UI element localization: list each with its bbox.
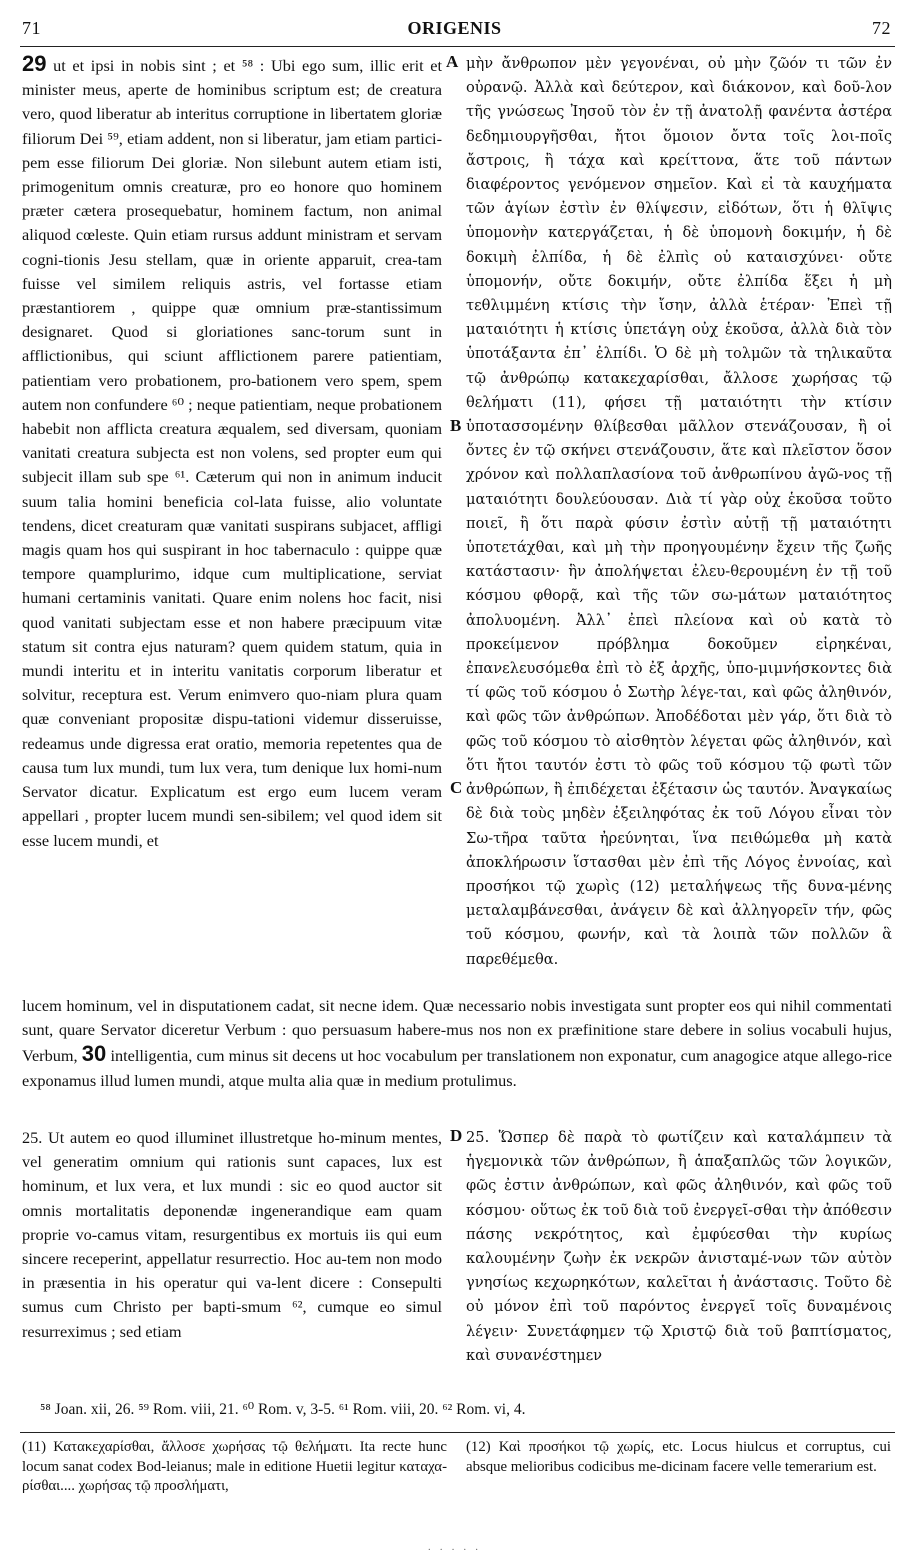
latin-section-25-text: 25. Ut autem eo quod illuminet illustretque ho-minum mentes, vel generatim omnium qui rationis sunt capaces, lux est hominum, et lux vera, et lux mundi : sic eo quod auctor sit omnis mortalitatis deponendæ ingenerandique eam quam proprie vo-camus vitam, resurgentibus ex mortuis iis qui eum sincere receperint, appellatur resurrectio. Hoc au-tem non modo in præsentia in his operatur qui va-lent dicere : Consepulti sumus cum Christo per bapti-smum ⁶², cumque eo simul resurreximus ; sed etiam	[22, 1128, 442, 1341]
greek-section-25-text: 25. Ὥσπερ δὲ παρὰ τὸ φωτίζειν καὶ καταλάμπειν τὰ ἡγεμονικὰ τῶν ἀνθρώπων, ἢ ἁπαξαπλῶς τῶν λογικῶν, φῶς ἐστιν ἀνθρώπων, καὶ φῶς ἀληθινόν, καὶ φῶς τοῦ κόσμου· οὕτως ἐκ τοῦ διὰ τοῦ ἐνεργεῖ-σθαι τὴν ἀπόθεσιν πάσης νεκρότητος, καὶ ἐμφύεσθαι τὴν κυρίως καλουμένην ζωὴν ἐκ νεκρῶν ἀνισταμέ-νων τῶν αὐτὸν γνησίως κεχωρηκότων, καλεῖται ἡ ἀνάστασις. Τοῦτο δὲ οὐ μόνον ἐπὶ τοῦ παρόντος ἐνεργεῖ τοῖς δυναμένοις λέγειν· Συνετάφημεν τῷ Χριστῷ διὰ τοῦ βαπτίσματος, καὶ συνανέστημεν	[466, 1129, 892, 1364]
latin-section-25	[22, 1126, 442, 1344]
full-width-paragraph	[22, 994, 892, 1093]
header-rule	[20, 46, 895, 47]
greek-column	[466, 52, 892, 972]
column-number-30: 30	[81, 1041, 107, 1067]
left-page-number: 71	[22, 18, 41, 38]
column-number-29: 29	[22, 51, 47, 76]
footnote-11: (11) Κατακεχαρίσθαι, ἄλλοσε χωρήσας τῷ θελήματι. Ita recte hunc locum sanat codex Bod-leianus; male in editione Huetii legitur καταχα-ρίσθαι.... χωρήσας τῷ προσλήματι,	[22, 1439, 447, 1494]
scripture-references: ⁵⁸ Joan. xii, 26. ⁵⁹ Rom. viii, 21. ⁶⁰ Rom. v, 3-5. ⁶¹ Rom. viii, 20. ⁶² Rom. vi, 4.	[40, 1401, 526, 1418]
full-width-text-part1: lucem hominum, vel in disputationem cadat, sit necne idem. Quæ necessario nobis investigata sunt propter eos qui nihil commentati sunt, quare Servator diceretur Verbum : quo persuasum habere-mus nos non ex præfinitione stare debere in solius vocabuli hujus, Verbum,	[22, 996, 892, 1066]
running-title: ORIGENIS	[407, 18, 502, 38]
section-marker-c: C	[450, 778, 463, 797]
greek-section-25	[466, 1126, 892, 1368]
page-bottom-dots: · · · · ·	[427, 1545, 482, 1556]
right-page-number: 72	[872, 18, 891, 38]
section-marker-a: A	[446, 52, 459, 71]
latin-column	[22, 52, 442, 853]
footnote-rule	[20, 1432, 895, 1433]
section-marker-d: D	[450, 1126, 463, 1145]
footnote-12: (12) Καὶ προσήκοι τῷ χωρίς, etc. Locus hiulcus et corruptus, cui absque melioribus codicibus me-dicinam facere velle temerarium est.	[466, 1439, 891, 1475]
full-width-text-part2: intelligentia, cum minus sit decens ut hoc vocabulum per translationem non exponatur, cum anagogice atque allego-rice exponamus illud lumen mundi, atque multa alia quæ in medium protulimus.	[22, 1046, 892, 1090]
section-marker-b: B	[450, 416, 462, 435]
latin-column-text: ut et ipsi in nobis sint ; et ⁵⁸ : Ubi ego sum, illic erit et minister meus, aperte de hominibus scriptum est; de creatura vero, quod liberatur ab interitus corruptione in libertatem gloriæ filiorum Dei ⁵⁹, etiam addent, non si liberatur, jam etiam partici-pem esse filiorum Dei gloriæ. Non silebunt autem etiam isti, primogenitum omnis creaturæ, pro eo honore quo hominem præter cætera prosequebatur, hominem factum, non animal aliquod cœleste. Quin etiam rursus addunt ministram et servam cogni-tionis Jesu stellam, quæ in oriente apparuit, crea-tam fuisse vel similem reliquis astris, vel fortasse etiam præstantiorem , quippe quæ omnium præ-stantissimum designaret. Quod si gloriationes sanc-torum sunt in afflictionibus, qui sciunt afflictionem parere patientiam, patientiam vero probationem, pro-bationem vero spem, spem autem non confundere ⁶⁰ ; neque patientiam, neque probationem habebit non afflicta creatura æqualem, sed diversam, quoniam vanitati creatura subjecta est non volens, sed propter eum qui subjecit illam sub spe ⁶¹. Cæterum qui non in animum inducit suum talia homini beneficia col-lata fuisse, alio voluntate tendens, dicet creaturam quæ vanitati suspirans subjacet, affligi magis quam hos qui suspirant in hoc tabernaculo : quippe quæ tempore quamplurimo, idque cum multiplicatione, serviat humani certaminis vanitati. Quare enim nolens hoc facit, nisi quod vanitati subjectam esse et non habere præcipuum vitæ statum sit contra ejus naturam? quem quidem statum, quia in mundi interitu et in interitu vanitatis corporum liberatur et solvitur, receptura est. Verum enimvero quo-niam plura quam quæ conveniant propositæ dispu-tationi videmur disseruisse, redeamus unde digressa erat oratio, memoria repetentes qua de causa tum lux mundi, tum lux vera, tum denique lux homi-num Servator dicatur. Explicatum est ergo eum lucem veram appellari , propter lucem mundi sen-sibilem; vel quod idem sit esse lucem mundi, et	[22, 56, 442, 850]
greek-column-text: μὴν ἄνθρωπον μὲν γεγονέναι, οὐ μὴν ζῶόν τι τῶν ἐν οὐρανῷ. Ἀλλὰ καὶ δεύτερον, καὶ διάκονον, καὶ δοῦ-λον τῆς γνώσεως Ἰησοῦ τὸν ἐν τῇ ἀνατολῇ φανέντα ἀστέρα δεδημιουργῆσθαι, ἤτοι ὅμοιον ὄντα τοῖς λοι-ποῖς ἄστροις, ἢ τάχα καὶ κρείττονα, ἅτε τοῦ πάντων διαφέροντος γενόμενον σημεῖον. Καὶ εἰ τὰ καυχήματα τῶν ἁγίων ἐστὶν ἐν θλίψεσιν, εἰδότων, ὅτι ἡ θλῖψις ὑπομονὴν κατεργάζεται, ἡ δὲ ὑπομονὴ δοκιμήν, ἡ δὲ δοκιμὴ ἐλπίδα, ἡ δὲ ἐλπὶς οὐ καταισχύνει· οὔτε ὑπομονήν, οὔτε δοκιμήν, οὔτε ἐλπίδα ἕξει ἡ μὴ τεθλιμμένη κτίσις τὴν ἴσην, ἀλλὰ ἑτέραν· Ἐπεὶ τῇ ματαιότητι ἡ κτίσις ὑπετάγη οὐχ ἑκοῦσα, ἀλλὰ διὰ τὸν ὑποτάξαντα ἐπ᾽ ἐλπίδι. Ὁ δὲ μὴ τολμῶν τὰ τηλικαῦτα τῷ ἀνθρώπῳ κατακεχαρίσθαι, ἄλλοσε χωρήσας τῷ θελήματι (11), φήσει τῇ ματαιότητι τὴν κτίσιν ὑποτασσομένην θλίβεσθαι μᾶλλον στενάζουσαν, ἢ οἱ ὄντες ἐν τῷ σκήνει στενάζουσιν, ἅτε καὶ πλεῖστον ὅσον χρόνον καὶ πολλαπλασίονα τοῦ ἀνθρωπίνου ἀγῶ-νος τῇ ματαιότητι δουλεύουσαν. Διὰ τί γὰρ οὐχ ἑκοῦσα τοῦτο ποιεῖ, ἢ ὅτι παρὰ φύσιν ἐστὶν αὐτῇ τῇ ματαιότητι ὑποτετάχθαι, καὶ μὴ τὴν προηγουμένην ἔχειν τῆς ζωῆς κατάστασιν· ἣν ἀπολήψεται ἐλευ-θερουμένη ἐν τῇ τοῦ κόσμου φθορᾷ, καὶ τῆς τῶν σω-μάτων ματαιότητος ἀπολυομένη. Ἀλλ᾽ ἐπεὶ πλείονα καὶ οὐ κατὰ τὸ προκείμενον πρόβλημα δοκοῦμεν εἰρηκέναι, ἐπανελευσόμεθα ἐπὶ τὸ ἐξ ἀρχῆς, ὑπο-μιμνήσκοντες διὰ τί φῶς τοῦ κόσμου ὁ Σωτὴρ λέγε-ται, καὶ φῶς ἀληθινόν, καὶ φῶς τῶν ἀνθρώπων. Ἀποδέδοται μὲν γάρ, ὅτι διὰ τὸ φῶς τοῦ κόσμου τὸ αἰσθητὸν λέγεται φῶς ἀληθινόν, καὶ ὅτι ἤτοι ταυτόν ἐστι τὸ φῶς τοῦ κόσμου τῷ φωτὶ τῶν ἀνθρώπων, ἢ ἐπιδέχεται ἐξέτασιν ὡς ταυτόν. Ἀναγκαίως δὲ διὰ τοὺς μηδὲν ἐξειληφότας ἐκ τοῦ Λόγου εἶναι τὸν Σω-τῆρα ταῦτα ἠρεύνηται, ἵνα πειθώμεθα μὴ κατὰ ἀποκλήρωσιν ἵστασθαι μὲν ἐπὶ τῆς Λόγος ἐννοίας, καὶ προσήκοι τῷ χωρὶς (12) μεταλήψεως τῆς δυνα-μένης μεταλαμβάνεσθαι, ἀνάγειν δὲ καὶ ἀλληγορεῖν τήν, φῶς τοῦ κόσμου, φωνήν, καὶ τὰ λοιπὰ τῶν πολλῶν ἃ παρεθέμεθα.	[466, 55, 892, 968]
